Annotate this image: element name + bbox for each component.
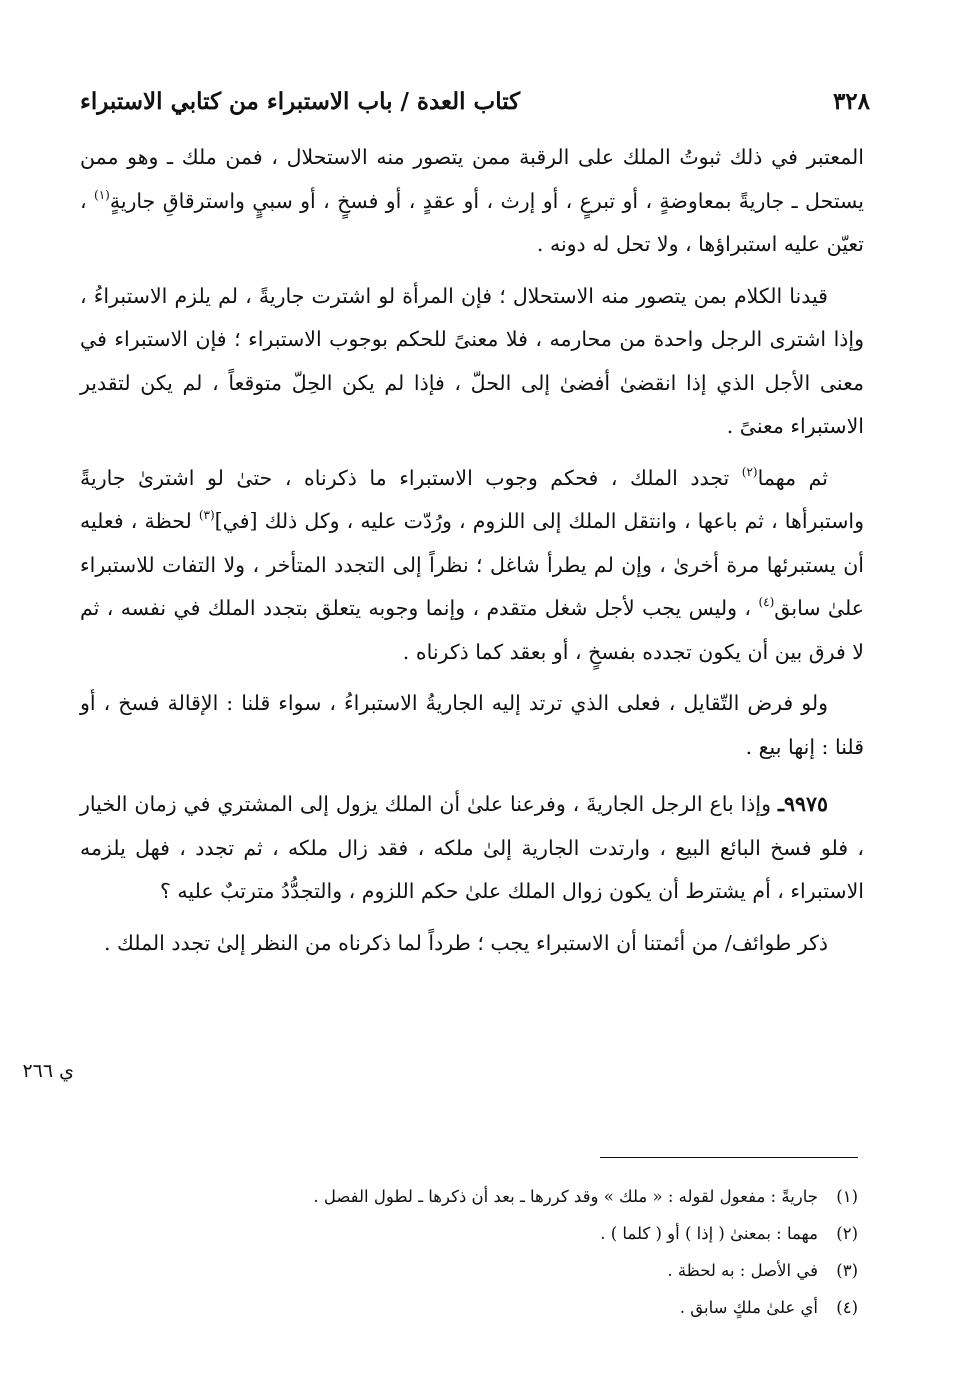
page-header xyxy=(80,84,872,124)
manuscript-margin-note: ي ٢٦٦ xyxy=(22,1060,74,1082)
footnote-ref-3: (٣) xyxy=(198,508,215,522)
footnotes xyxy=(138,1178,858,1326)
footnote-3: (٣)في الأصل : به لحظة . xyxy=(667,1261,858,1280)
issue-number: ٩٩٧٥ـ xyxy=(777,792,828,816)
running-title: كتاب العدة / باب الاستبراء من كتابي الاستبراء xyxy=(80,88,521,115)
footnote-ref-2: (٢) xyxy=(741,464,758,479)
footnote-4: (٤)أي علىٰ ملكٍ سابق . xyxy=(679,1298,858,1317)
footnote-2: (٢)مهما : بمعنىٰ ( إذا ) أو ( كلما ) . xyxy=(600,1224,858,1243)
paragraph-1: المعتبر في ذلك ثبوتُ الملك على الرقبة ممن يتصور منه الاستحلال ، فمن ملك ـ وهو ممن يستحل ـ جاريةً بمعاوضةٍ ، أو تبرعٍ ، أو إرث ، أو عقدٍ ، أو فسخٍ ، أو سبيٍ واسترقاقِ جاريةٍ$^{(١)}$ ، تعيّن عليه استبراؤها ، ولا تحل له دونه . xyxy=(80,145,864,256)
paragraph-4: ولو فرض التّقايل ، فعلى الذي ترتد إليه الجاريةُ الاستبراءُ ، سواء قلنا : الإقالة فسخ ، أو قلنا : إنها بيع . xyxy=(80,691,864,759)
footnote-ref-4: (٤) xyxy=(758,595,775,609)
paragraph-2: قيدنا الكلام بمن يتصور منه الاستحلال ؛ فإن المرأة لو اشترت جاريةً ، لم يلزم الاستبراءُ ، وإذا اشترى الرجل واحدة من محارمه ، فلا معنىً للحكم بوجوب الاستبراء ؛ فإن الاستبراء في معنى الأجل الذي إذا انقضىٰ أفضىٰ إلى الحلّ ، فإذا لم يكن الحِلّ متوقعاً ، لم يكن لتقدير الاستبراء معنىً . xyxy=(80,283,864,438)
paragraph-6: ذكر طوائف/ من أئمتنا أن الاستبراء يجب ؛ طرداً لما ذكرناه من النظر إلىٰ تجدد الملك . xyxy=(103,930,828,955)
footnote-ref-1: (١) xyxy=(94,187,110,202)
paragraph-3: ثم مهما$^{(٢)}$ تجدد الملك ، فحكم وجوب الاستبراء ما ذكرناه ، حتىٰ لو اشترىٰ جاريةً واستبرأها ، ثم باعها ، وانتقل الملك إلى اللزوم ، ورُدّت عليه ، وكل ذلك [في]$^{(٣)}$ لحظة ، فعليه أن يستبرئها مرة أخرىٰ ، وإن لم يطرأ شاغل ؛ نظراً إلى التجدد المتأخر ، ولا التفات للاستبراء علىٰ سابق$^{(٤)}$ ، وليس يجب لأجل شغل متقدم ، وإنما وجوبه يتعلق بتجدد الملك في نفسه ، ثم لا فرق بين أن يكون تجدده بفسخٍ ، أو بعقد كما ذكرناه . xyxy=(80,464,865,664)
page-number: ٣٢٨ xyxy=(832,88,870,115)
main-text xyxy=(80,136,864,973)
footnote-separator xyxy=(600,1157,858,1158)
footnote-1: (١)جاريةً : مفعول لقوله : « ملك » وقد كررها ـ بعد أن ذكرها ـ لطول الفصل . xyxy=(313,1187,858,1206)
paragraph-5: ٩٩٧٥ـ وإذا باع الرجل الجاريةَ ، وفرعنا علىٰ أن الملك يزول إلى المشتري في زمان الخيار ، فلو فسخ البائع البيع ، وارتدت الجارية إلىٰ ملكه ، فقد زال ملكه ، ثم تجدد ، فهل يلزمه الاستبراء ، أم يشترط أن يكون زوال الملك علىٰ حكم اللزوم ، والتجدُّدُ مترتبٌ عليه ؟ xyxy=(80,792,864,903)
